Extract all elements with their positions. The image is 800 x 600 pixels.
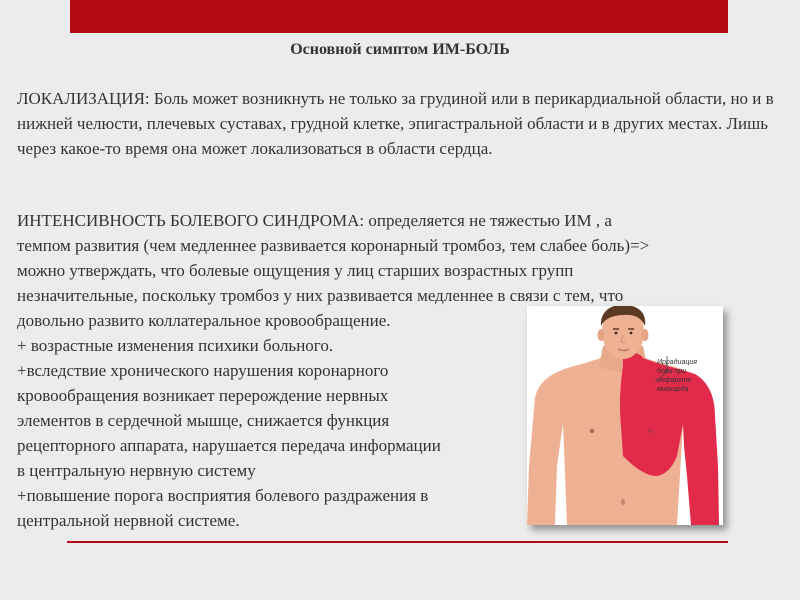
caption-line: инфаркте xyxy=(657,377,692,384)
bottom-accent-rule xyxy=(67,541,728,543)
slide-title: Основной симптом ИМ-БОЛЬ xyxy=(290,41,510,58)
caption-line: миокарда xyxy=(657,386,689,393)
eye-left xyxy=(630,332,633,335)
intensity-line: + возрастные изменения психики больного. xyxy=(17,336,334,355)
nipple-right xyxy=(590,429,594,433)
top-accent-bar xyxy=(70,0,728,33)
caption-line: боли при xyxy=(657,368,687,375)
intensity-line: ИНТЕНСИВНОСТЬ БОЛЕВОГО СИНДРОМА: определяется не тяжестью ИМ , а xyxy=(17,211,612,230)
intensity-line: незначительные, поскольку тромбоз у них развивается медленнее в связи с тем, что xyxy=(17,286,624,305)
intensity-line: в центральную нервную систему xyxy=(17,461,256,480)
intensity-line: кровообращения возникает перерождение нервных xyxy=(17,386,389,405)
intensity-line: +вследствие хронического нарушения коронарного xyxy=(17,361,389,380)
eye-right xyxy=(615,332,618,335)
intensity-line: элементов в сердечной мышце, снижается функция xyxy=(17,411,390,430)
nipple-left xyxy=(648,429,652,433)
intensity-line: довольно развито коллатеральное кровообращение. xyxy=(17,311,391,330)
navel xyxy=(621,499,625,505)
pain-irradiation-figure xyxy=(527,306,723,525)
ear-left xyxy=(642,329,649,341)
intensity-line: центральной нервной системе. xyxy=(17,511,240,530)
caption-line: Иррадиация xyxy=(657,359,697,366)
torso-illustration xyxy=(527,306,723,525)
intensity-line: рецепторного аппарата, нарушается передача информации xyxy=(17,436,441,455)
intensity-line: можно утверждать, что болевые ощущения у лиц старших возрастных групп xyxy=(17,261,574,280)
ear-right xyxy=(598,329,605,341)
localization-paragraph: ЛОКАЛИЗАЦИЯ: Боль может возникнуть не только за грудиной или в перикардиальной области, но и в нижней челюсти, плечевых суставах, грудной клетке, эпигастральной области и в других местах. Лишь через какое-то время она может локализоваться в области сердца. xyxy=(17,89,774,158)
intensity-line: +повышение порога восприятия болевого раздражения в xyxy=(17,486,429,505)
intensity-line: темпом развития (чем медленнее развивается коронарный тромбоз, тем слабее боль)=> xyxy=(17,236,650,255)
